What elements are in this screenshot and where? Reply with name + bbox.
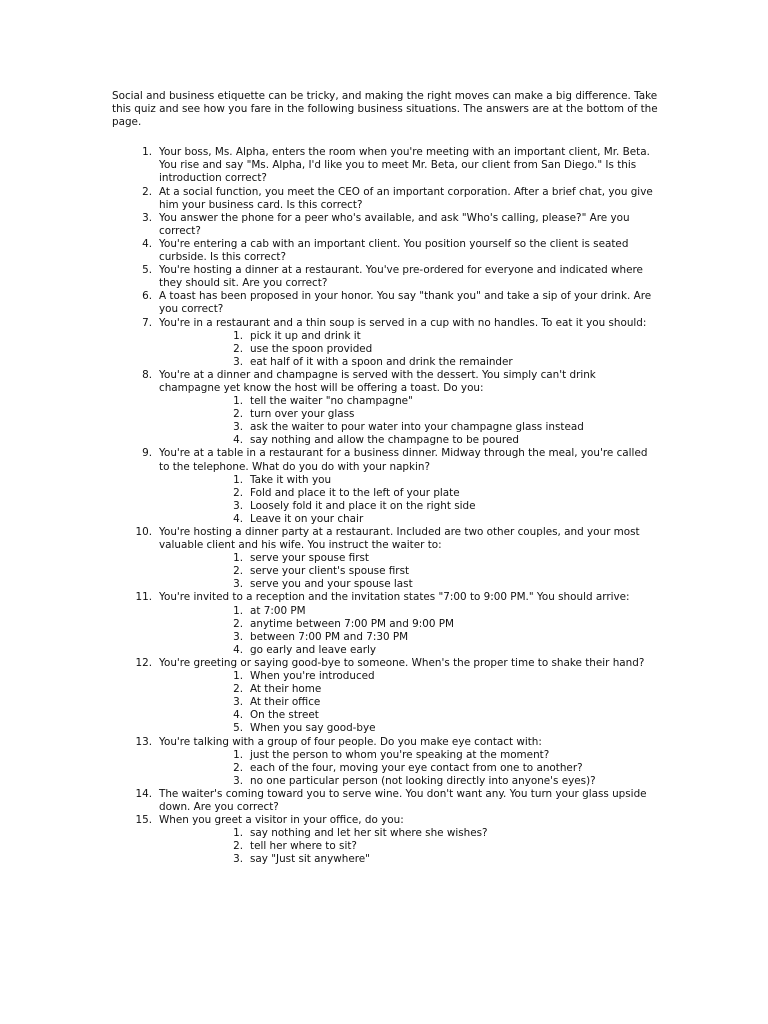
answer-option <box>159 840 660 853</box>
answer-option <box>159 408 660 421</box>
question-number: 10. <box>135 526 152 538</box>
option-text: at 7:00 PM <box>250 604 306 617</box>
question-text: You're at a dinner and champagne is served with the dessert. You simply can't drink champagne yet know the host will be offering a toast. Do you: <box>159 368 596 394</box>
question-text: You're hosting a dinner at a restaurant. You've pre-ordered for everyone and indicated where they should sit. Are you correct? <box>159 264 643 290</box>
option-text: serve you and your spouse last <box>250 578 413 591</box>
question-text: You answer the phone for a peer who's available, and ask "Who's calling, please?" Are you correct? <box>159 211 630 237</box>
answer-option-list <box>159 749 660 788</box>
question-text: The waiter's coming toward you to serve wine. You don't want any. You turn your glass upside down. Are you correct? <box>159 787 647 813</box>
question-number: 5. <box>142 264 152 277</box>
option-text: ask the waiter to pour water into your champagne glass instead <box>250 421 584 434</box>
option-number: 2. <box>233 683 243 696</box>
question-text: You're hosting a dinner party at a restaurant. Included are two other couples, and your most valuable client and his wife. You instruct the waiter to: <box>159 526 640 552</box>
option-text: When you're introduced <box>250 670 375 683</box>
answer-option <box>159 749 660 762</box>
question-number: 13. <box>135 735 152 748</box>
quiz-question <box>112 317 660 369</box>
question-text: You're in a restaurant and a thin soup is served in a cup with no handles. To eat it you should: <box>159 316 647 329</box>
question-text: At a social function, you meet the CEO of an important corporation. After a brief chat, you give him your business card. Is this correct? <box>159 185 653 211</box>
option-number: 2. <box>233 342 243 355</box>
answer-option <box>159 474 660 487</box>
answer-option <box>159 513 660 526</box>
answer-option <box>159 552 660 565</box>
question-text: You're greeting or saying good-bye to someone. When's the proper time to shake their hand? <box>159 656 645 669</box>
option-number: 1. <box>233 604 243 617</box>
option-number: 3. <box>233 355 243 368</box>
answer-option <box>159 487 660 500</box>
option-number: 4. <box>233 643 243 656</box>
document-page <box>112 90 660 866</box>
quiz-question <box>112 212 660 238</box>
option-text: At their office <box>250 696 321 709</box>
option-text: eat half of it with a spoon and drink the remainder <box>250 355 513 368</box>
quiz-question <box>112 591 660 656</box>
question-number: 11. <box>135 591 152 604</box>
option-number: 3. <box>233 630 243 643</box>
question-text: You're entering a cab with an important client. You position yourself so the client is seated curbside. Is this correct? <box>159 237 629 264</box>
option-text: tell the waiter "no champagne" <box>250 395 413 408</box>
option-number: 4. <box>233 709 243 722</box>
answer-option-list <box>159 552 660 591</box>
option-text: no one particular person (not looking directly into anyone's eyes)? <box>250 774 596 787</box>
option-number: 1. <box>233 395 243 408</box>
answer-option-list <box>159 395 660 447</box>
option-number: 2. <box>233 840 243 853</box>
option-number: 1. <box>233 827 243 840</box>
option-text: between 7:00 PM and 7:30 PM <box>250 630 409 643</box>
answer-option <box>159 775 660 788</box>
option-text: turn over your glass <box>250 408 355 421</box>
option-text: Take it with you <box>250 473 332 486</box>
option-text: go early and leave early <box>250 643 377 656</box>
question-number: 14. <box>135 787 152 800</box>
answer-option <box>159 631 660 644</box>
option-number: 3. <box>233 499 243 512</box>
answer-option <box>159 343 660 356</box>
option-number: 1. <box>233 552 243 565</box>
intro-paragraph: Social and business etiquette can be tricky, and making the right moves can make a big difference. Take this quiz and see how you fare in the following business situations. The answers are at the bottom of the page. <box>112 90 658 129</box>
quiz-question <box>112 290 660 316</box>
quiz-question <box>112 814 660 866</box>
option-text: Leave it on your chair <box>250 512 364 525</box>
quiz-question <box>112 186 660 212</box>
question-text: You're at a table in a restaurant for a business dinner. Midway through the meal, you're called to the telephone. What do you do with your napkin? <box>159 447 648 473</box>
question-text: You're invited to a reception and the invitation states "7:00 to 9:00 PM." You should arrive: <box>159 591 630 604</box>
option-number: 3. <box>233 696 243 709</box>
option-number: 5. <box>233 722 243 735</box>
answer-option <box>159 356 660 369</box>
answer-option-list <box>159 827 660 866</box>
option-number: 2. <box>233 486 243 499</box>
answer-option <box>159 434 660 447</box>
option-text: anytime between 7:00 PM and 9:00 PM <box>250 617 455 630</box>
option-text: pick it up and drink it <box>250 329 361 342</box>
option-number: 1. <box>233 473 243 486</box>
answer-option <box>159 696 660 709</box>
option-text: say nothing and let her sit where she wishes? <box>250 827 488 840</box>
quiz-question <box>112 238 660 264</box>
quiz-question <box>112 736 660 788</box>
question-number: 6. <box>142 290 152 303</box>
answer-option <box>159 670 660 683</box>
quiz-question <box>112 526 660 591</box>
question-number: 2. <box>142 185 152 198</box>
option-text: use the spoon provided <box>250 342 373 355</box>
question-number: 12. <box>135 656 152 669</box>
answer-option <box>159 395 660 408</box>
answer-option <box>159 722 660 735</box>
option-text: When you say good-bye <box>250 722 376 735</box>
option-number: 4. <box>233 512 243 525</box>
option-number: 3. <box>233 853 243 866</box>
answer-option <box>159 618 660 631</box>
option-text: Fold and place it to the left of your plate <box>250 486 460 499</box>
answer-option-list <box>159 670 660 735</box>
option-number: 3. <box>233 578 243 591</box>
option-text: Loosely fold it and place it on the right side <box>250 499 476 512</box>
question-number: 8. <box>142 368 152 381</box>
option-text: serve your client's spouse first <box>250 565 410 578</box>
question-text: A toast has been proposed in your honor. You say "thank you" and take a sip of your drink. Are you correct? <box>159 290 652 316</box>
option-text: On the street <box>250 709 319 722</box>
answer-option <box>159 578 660 591</box>
question-number: 1. <box>142 146 152 159</box>
option-number: 1. <box>233 670 243 683</box>
option-text: just the person to whom you're speaking at the moment? <box>250 748 550 761</box>
question-number: 7. <box>142 316 152 329</box>
quiz-question <box>112 788 660 814</box>
answer-option <box>159 683 660 696</box>
option-number: 1. <box>233 748 243 761</box>
option-number: 3. <box>233 774 243 787</box>
answer-option <box>159 644 660 657</box>
answer-option <box>159 827 660 840</box>
quiz-question <box>112 657 660 736</box>
option-text: tell her where to sit? <box>250 840 357 853</box>
option-number: 2. <box>233 761 243 774</box>
option-text: At their home <box>250 683 322 696</box>
answer-option <box>159 762 660 775</box>
quiz-question <box>112 369 660 448</box>
answer-option <box>159 330 660 343</box>
option-number: 1. <box>233 329 243 342</box>
quiz-question-list <box>112 146 660 866</box>
quiz-question <box>112 447 660 526</box>
option-text: say nothing and allow the champagne to be poured <box>250 434 519 447</box>
answer-option <box>159 709 660 722</box>
answer-option <box>159 421 660 434</box>
option-text: serve your spouse first <box>250 552 369 565</box>
question-number: 3. <box>142 211 152 224</box>
answer-option-list <box>159 605 660 657</box>
quiz-question <box>112 146 660 185</box>
answer-option-list <box>159 474 660 526</box>
option-number: 2. <box>233 408 243 421</box>
option-number: 2. <box>233 617 243 630</box>
question-text: When you greet a visitor in your office, do you: <box>159 814 404 827</box>
question-number: 4. <box>142 237 152 250</box>
question-text: You're talking with a group of four people. Do you make eye contact with: <box>159 735 542 748</box>
quiz-question <box>112 264 660 290</box>
option-number: 4. <box>233 434 243 447</box>
question-number: 9. <box>142 447 152 460</box>
answer-option-list <box>159 330 660 369</box>
answer-option <box>159 853 660 866</box>
option-text: each of the four, moving your eye contact from one to another? <box>250 761 583 774</box>
option-number: 2. <box>233 565 243 578</box>
question-text: Your boss, Ms. Alpha, enters the room when you're meeting with an important client, Mr. Beta. You rise and say "Ms. Alpha, I'd like you to meet Mr. Beta, our client from San Diego." Is this introduction correct? <box>159 146 650 185</box>
answer-option <box>159 565 660 578</box>
option-number: 3. <box>233 421 243 434</box>
answer-option <box>159 605 660 618</box>
question-number: 15. <box>135 814 152 827</box>
answer-option <box>159 500 660 513</box>
option-text: say "Just sit anywhere" <box>250 853 370 866</box>
